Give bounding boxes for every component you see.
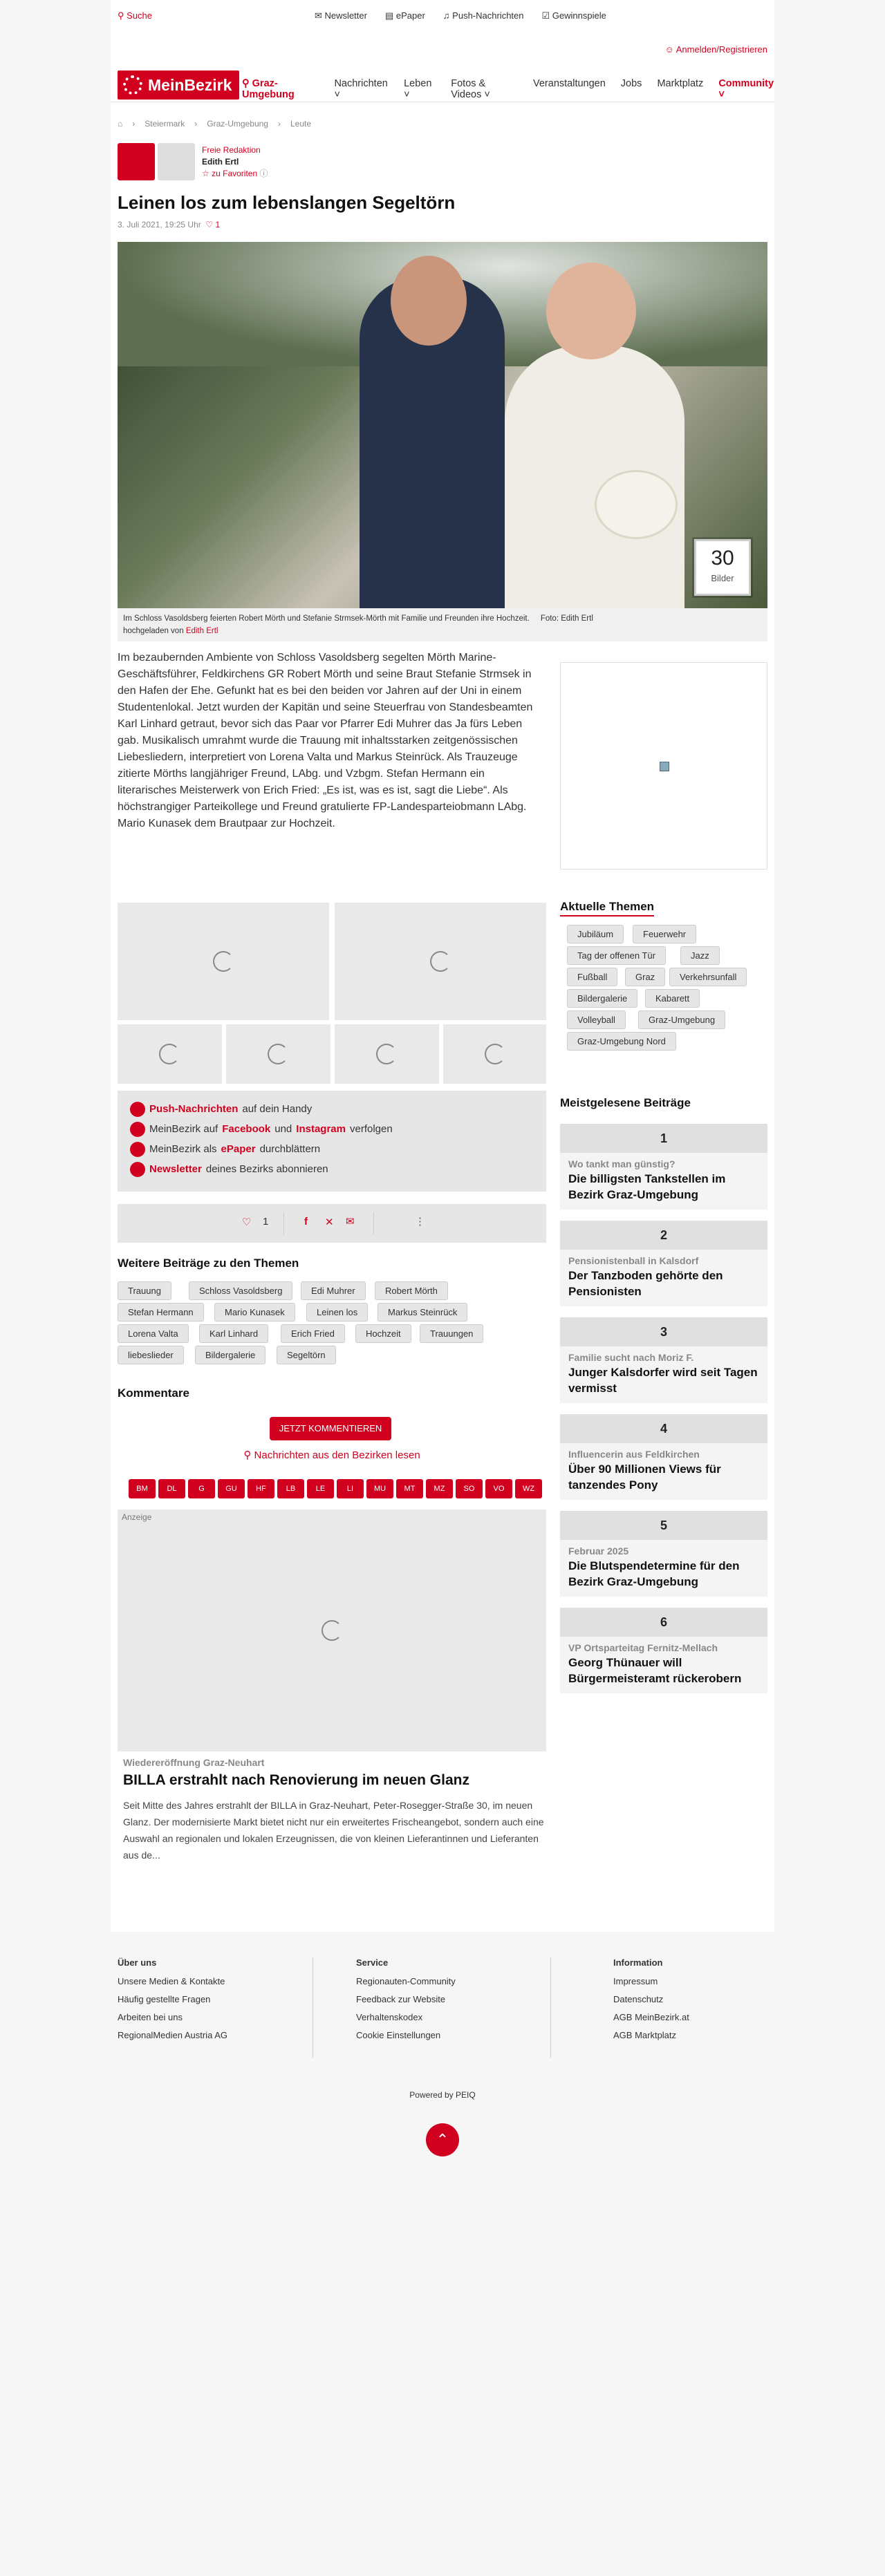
sidebar-topic-tag[interactable]: Fußball bbox=[567, 968, 617, 986]
loading-icon bbox=[159, 1044, 180, 1064]
district-button[interactable]: BM bbox=[129, 1479, 156, 1498]
footer-link[interactable]: Datenschutz bbox=[613, 1994, 664, 2004]
district-button[interactable]: SO bbox=[456, 1479, 483, 1498]
footer-link[interactable]: Unsere Medien & Kontakte bbox=[118, 1976, 225, 1986]
breadcrumb-item[interactable]: Leute bbox=[290, 119, 312, 129]
sidebar-topic-tag[interactable]: Graz-Umgebung Nord bbox=[567, 1032, 676, 1051]
most-read-kicker: Wo tankt man günstig? bbox=[568, 1158, 676, 1169]
powered-by[interactable]: Powered by PEIQ bbox=[409, 2090, 476, 2100]
most-read-title[interactable]: Die Blutspendetermine für den Bezirk Graz-Umgebung bbox=[568, 1559, 740, 1588]
login-label: Anmelden/Registrieren bbox=[676, 44, 767, 55]
footer-link[interactable]: RegionalMedien Austria AG bbox=[118, 2030, 227, 2040]
bell-icon: ♫ bbox=[442, 10, 450, 21]
promo-push-rest: auf dein Handy bbox=[242, 1103, 313, 1115]
breadcrumb-sep: › bbox=[277, 119, 281, 129]
nav-item-label: Community bbox=[718, 78, 774, 89]
photo-count-badge[interactable] bbox=[694, 539, 751, 596]
most-read-kicker: VP Ortsparteitag Fernitz-Mellach bbox=[568, 1642, 718, 1653]
topic-tag[interactable]: Robert Mörth bbox=[375, 1281, 448, 1300]
login-link[interactable] bbox=[665, 44, 767, 55]
district-button[interactable]: MT bbox=[396, 1479, 423, 1498]
promo-nl-bold: Newsletter bbox=[149, 1163, 202, 1175]
checkbox-icon: ☑ bbox=[541, 10, 550, 21]
most-read-kicker: Pensionistenball in Kalsdorf bbox=[568, 1255, 699, 1266]
teaser-title[interactable]: BILLA erstrahlt nach Renovierung im neuen Glanz bbox=[123, 1772, 469, 1788]
footer-heading: Service bbox=[356, 1957, 389, 1968]
nav-item-marktplatz[interactable]: Marktplatz bbox=[657, 78, 704, 89]
nav-item-label: Nachrichten bbox=[334, 78, 388, 89]
sidebar-topic-tag[interactable]: Jubiläum bbox=[567, 925, 624, 943]
push-link[interactable] bbox=[443, 10, 524, 21]
promo-fb-post: verfolgen bbox=[349, 1123, 393, 1135]
breadcrumb-item[interactable]: Steiermark bbox=[145, 119, 185, 129]
nav-item-veranstaltungen[interactable]: Veranstaltungen bbox=[532, 78, 606, 89]
most-read-kicker: Influencerin aus Feldkirchen bbox=[568, 1449, 700, 1460]
footer-link[interactable]: AGB MeinBezirk.at bbox=[613, 2012, 689, 2022]
logo-text: MeinBezirk bbox=[148, 76, 232, 94]
nav-item-jobs[interactable]: Jobs bbox=[620, 78, 642, 89]
uploaded-prefix: hochgeladen von bbox=[123, 627, 184, 635]
chevron-down-icon: ˅ bbox=[718, 89, 725, 100]
promo-box bbox=[118, 1091, 546, 1192]
topic-tag[interactable]: Trauung bbox=[118, 1281, 171, 1300]
loading-icon bbox=[213, 951, 234, 972]
promo-epaper[interactable] bbox=[130, 1139, 534, 1159]
sidebar-topic-tag[interactable]: Tag der offenen Tür bbox=[567, 946, 666, 965]
footer-heading: Information bbox=[613, 1957, 663, 1968]
push-label: Push-Nachrichten bbox=[452, 10, 524, 21]
most-read-item[interactable] bbox=[560, 1511, 767, 1597]
phone-icon bbox=[130, 1102, 145, 1117]
most-read-rank: 2 bbox=[560, 1221, 767, 1250]
gallery-tile[interactable] bbox=[335, 1024, 439, 1084]
top-bar bbox=[111, 0, 774, 55]
divider bbox=[373, 1212, 374, 1234]
most-read-item[interactable] bbox=[560, 1414, 767, 1500]
chevron-up-icon: ⌃ bbox=[436, 2131, 449, 2148]
breadcrumb-sep: › bbox=[194, 119, 198, 129]
gallery-tile[interactable] bbox=[443, 1024, 546, 1084]
hero-image[interactable] bbox=[118, 242, 767, 608]
article-body: Im bezaubernden Ambiente von Schloss Vasoldsberg segelten Mörth Marine-Geschäftsführer, Feldkirchens GR Robert Mörth und seine Braut Stefanie Strmsek in den Hafen der Ehe. Gefunkt hat es bei den beiden vor Jahren auf der Uni in einem Studentenlokal. Jetzt wurden der Kapitän und seine Steuerfrau von Standesbeamten Karl Linhard getraut, bevor sich das Paar vor Pfarrer Edi Muhrer das Ja fürs Leben gab. Musikalisch umrahmt wurde die Trauung mit inhaltsstarken zeitgenössischen Liebesliedern, interpretiert von Lorena Valta und Markus Steinrück. Als Trauzeuge zitierte Mörths langjähriger Freund, LAbg. und Vzbgm. Stefan Hermann ein literarisches Meisterwerk von Erich Fried: „Es ist, was es ist, sagt die Liebe“. Als höchstrangiger Parteikollege und Freund gratulierte FP-Landesparteiobmann LAbg. Mario Kunasek dem Brautpaar zur Hochzeit. bbox=[118, 652, 533, 829]
ad-label: Anzeige bbox=[122, 1512, 152, 1522]
loading-icon bbox=[322, 1620, 342, 1641]
most-read-item[interactable] bbox=[560, 1608, 767, 1693]
photo-count: 30 bbox=[711, 547, 734, 570]
x-icon[interactable]: ✕ bbox=[325, 1216, 334, 1228]
pin-icon: ⚲ bbox=[242, 78, 250, 89]
gallery-tile[interactable] bbox=[335, 903, 546, 1020]
logo-icon bbox=[123, 75, 142, 95]
epaper-link[interactable] bbox=[385, 10, 425, 21]
most-read-rank: 4 bbox=[560, 1414, 767, 1443]
footer-link[interactable]: Cookie Einstellungen bbox=[356, 2030, 441, 2040]
breadcrumb-sep: › bbox=[132, 119, 136, 129]
district-button[interactable]: WZ bbox=[515, 1479, 542, 1498]
scroll-to-top-button[interactable] bbox=[426, 2123, 459, 2156]
topic-tag[interactable]: Trauungen bbox=[420, 1324, 483, 1343]
nav-menu bbox=[242, 78, 774, 100]
most-read-rank: 5 bbox=[560, 1511, 767, 1540]
user-icon: ☺ bbox=[664, 44, 674, 55]
comments-title: Kommentare bbox=[118, 1386, 189, 1400]
nav-item-label: Leben bbox=[404, 78, 432, 89]
hero-bouquet bbox=[595, 470, 678, 539]
main-nav bbox=[111, 68, 774, 102]
most-read-rank: 6 bbox=[560, 1608, 767, 1637]
broken-image-icon bbox=[660, 762, 669, 771]
most-read-kicker: Familie sucht nach Moriz F. bbox=[568, 1352, 694, 1363]
home-icon[interactable]: ⌂ bbox=[118, 119, 123, 129]
promo-push[interactable] bbox=[130, 1099, 534, 1119]
star-icon: ☆ bbox=[202, 169, 209, 178]
sidebar-topic-tag[interactable]: Kabarett bbox=[645, 989, 700, 1008]
chevron-down-icon: ˅ bbox=[334, 89, 340, 100]
search-icon: ⚲ bbox=[118, 10, 124, 21]
topic-tag[interactable]: Karl Linhard bbox=[199, 1324, 268, 1343]
footer-divider bbox=[550, 1957, 551, 2058]
sidebar-topic-tag[interactable]: Verkehrsunfall bbox=[669, 968, 747, 986]
promo-fb-mid: und bbox=[274, 1123, 292, 1135]
most-read-rank: 3 bbox=[560, 1317, 767, 1346]
topics-title: Weitere Beiträge zu den Themen bbox=[118, 1257, 299, 1270]
most-read-item[interactable] bbox=[560, 1317, 767, 1403]
promo-ep-bold: ePaper bbox=[221, 1143, 256, 1155]
topic-tag[interactable]: Stefan Hermann bbox=[118, 1303, 204, 1322]
most-read-title[interactable]: Die billigsten Tankstellen im Bezirk Graz-Umgebung bbox=[568, 1172, 726, 1201]
topic-tag[interactable]: Edi Muhrer bbox=[301, 1281, 366, 1300]
topic-tag[interactable]: liebeslieder bbox=[118, 1346, 184, 1364]
footer-col-info bbox=[613, 1957, 765, 2048]
topic-tag[interactable]: Segeltörn bbox=[277, 1346, 336, 1364]
topic-tag[interactable]: Erich Fried bbox=[281, 1324, 345, 1343]
most-read-title[interactable]: Georg Thünauer will Bürgermeisteramt rückerobern bbox=[568, 1656, 742, 1685]
districts-link[interactable] bbox=[228, 1449, 436, 1461]
sidebar-topic-tag[interactable]: Graz bbox=[625, 968, 665, 986]
district-button[interactable]: GU bbox=[218, 1479, 245, 1498]
district-button[interactable]: LB bbox=[277, 1479, 304, 1498]
mail-icon[interactable]: ✉ bbox=[346, 1216, 355, 1228]
topic-tag[interactable]: Hochzeit bbox=[355, 1324, 411, 1343]
sidebar-topic-tag[interactable]: Jazz bbox=[680, 946, 720, 965]
sidebar-topic-tag[interactable]: Volleyball bbox=[567, 1010, 626, 1029]
most-read-kicker: Februar 2025 bbox=[568, 1545, 629, 1557]
epaper-label: ePaper bbox=[395, 10, 425, 21]
district-button[interactable]: G bbox=[188, 1479, 215, 1498]
gallery-tile[interactable] bbox=[118, 1024, 222, 1084]
heart-icon[interactable]: ♡ bbox=[205, 220, 214, 229]
nav-item-community[interactable] bbox=[718, 78, 774, 100]
avatar[interactable] bbox=[158, 143, 195, 180]
topic-tag[interactable]: Mario Kunasek bbox=[214, 1303, 295, 1322]
author-info bbox=[202, 144, 268, 180]
games-label: Gewinnspiele bbox=[552, 10, 606, 21]
share-like-count: 1 bbox=[263, 1216, 269, 1228]
mail-icon: ✉ bbox=[315, 10, 322, 21]
district-button[interactable]: DL bbox=[158, 1479, 185, 1498]
promo-push-bold: Push-Nachrichten bbox=[149, 1103, 239, 1115]
mail-icon bbox=[130, 1162, 145, 1177]
photo-count-label: Bilder bbox=[711, 573, 734, 583]
logo[interactable] bbox=[118, 70, 239, 100]
nav-item-nachrichten[interactable] bbox=[334, 78, 389, 100]
gallery-tile[interactable] bbox=[118, 903, 329, 1020]
favorites-button[interactable] bbox=[202, 168, 268, 180]
promo-fb-pre: MeinBezirk auf bbox=[149, 1123, 218, 1135]
nav-location[interactable] bbox=[242, 78, 319, 100]
footer-link[interactable]: Regionauten-Community bbox=[356, 1976, 456, 1986]
most-read-item[interactable] bbox=[560, 1124, 767, 1210]
promo-social[interactable] bbox=[130, 1119, 534, 1139]
uploaded-by-link[interactable]: Edith Ertl bbox=[185, 627, 218, 635]
footer-link[interactable]: Impressum bbox=[613, 1976, 658, 1986]
footer-link[interactable]: Verhaltenskodex bbox=[356, 2012, 423, 2022]
newsletter-link[interactable] bbox=[315, 10, 367, 21]
games-link[interactable] bbox=[542, 10, 606, 21]
footer-col-about bbox=[118, 1957, 325, 2048]
chevron-down-icon: ˅ bbox=[484, 89, 490, 100]
nav-item-fotos[interactable] bbox=[451, 78, 518, 100]
like-count: 1 bbox=[215, 220, 221, 229]
author-role: Freie Redaktion bbox=[202, 145, 261, 155]
sidebar-topics-title: Aktuelle Themen bbox=[560, 900, 654, 916]
promo-fb-bold: Facebook bbox=[222, 1123, 271, 1135]
caption-credit: Foto: Edith Ertl bbox=[540, 614, 593, 623]
author-name[interactable]: Edith Ertl bbox=[202, 157, 239, 167]
sidebar-topic-tag[interactable]: Feuerwehr bbox=[633, 925, 696, 943]
favorites-label: zu Favoriten bbox=[212, 169, 258, 178]
more-icon[interactable]: ⋮ bbox=[415, 1216, 425, 1228]
sidebar-ad[interactable] bbox=[560, 662, 767, 869]
topic-tag[interactable]: Lorena Valta bbox=[118, 1324, 189, 1343]
most-read-title[interactable]: Der Tanzboden gehörte den Pensionisten bbox=[568, 1269, 723, 1298]
search-label: Suche bbox=[127, 10, 153, 21]
loading-icon bbox=[430, 951, 451, 972]
newspaper-icon bbox=[130, 1142, 145, 1157]
top-links bbox=[315, 10, 606, 21]
page-container bbox=[111, 0, 774, 1932]
breadcrumb-item[interactable]: Graz-Umgebung bbox=[207, 119, 268, 129]
divider bbox=[283, 1212, 284, 1234]
footer-link[interactable]: Häufig gestellte Fragen bbox=[118, 1994, 211, 2004]
topic-tag[interactable]: Bildergalerie bbox=[195, 1346, 266, 1364]
district-button[interactable]: MU bbox=[366, 1479, 393, 1498]
district-button[interactable]: MZ bbox=[426, 1479, 453, 1498]
topic-tag[interactable]: Markus Steinrück bbox=[378, 1303, 467, 1322]
district-button[interactable]: LI bbox=[337, 1479, 364, 1498]
promo-ep-post: durchblättern bbox=[259, 1143, 321, 1155]
newspaper-icon: ▤ bbox=[384, 10, 394, 21]
comment-button[interactable]: JETZT KOMMENTIEREN bbox=[270, 1417, 391, 1440]
teaser-kicker: Wiedereröffnung Graz-Neuhart bbox=[123, 1757, 265, 1768]
most-read-title: Meistgelesene Beiträge bbox=[560, 1096, 691, 1109]
promo-ig-bold: Instagram bbox=[296, 1123, 346, 1135]
promo-nl-post: deines Bezirks abonnieren bbox=[205, 1163, 328, 1175]
sidebar-topic-tag[interactable]: Graz-Umgebung bbox=[638, 1010, 725, 1029]
footer-link[interactable]: AGB Marktplatz bbox=[613, 2030, 677, 2040]
promo-ep-pre: MeinBezirk als bbox=[149, 1143, 217, 1155]
footer-col-service bbox=[356, 1957, 563, 2048]
gallery-tile[interactable] bbox=[226, 1024, 330, 1084]
loading-icon bbox=[485, 1044, 505, 1064]
article-date: 3. Juli 2021, 19:25 Uhr bbox=[118, 220, 201, 229]
breadcrumb bbox=[118, 119, 311, 129]
nav-item-leben[interactable] bbox=[404, 78, 436, 100]
topic-tag[interactable]: Leinen los bbox=[306, 1303, 368, 1322]
footer-heading: Über uns bbox=[118, 1957, 157, 1968]
search-link[interactable] bbox=[118, 10, 152, 21]
district-button[interactable]: VO bbox=[485, 1479, 512, 1498]
share-bar bbox=[118, 1204, 546, 1243]
promo-newsletter[interactable] bbox=[130, 1159, 534, 1179]
newsletter-label: Newsletter bbox=[324, 10, 367, 21]
district-button[interactable]: LE bbox=[307, 1479, 334, 1498]
loading-icon bbox=[376, 1044, 397, 1064]
article-meta bbox=[118, 220, 220, 229]
hero-figure-groom-face bbox=[391, 256, 467, 346]
districts-link-label: Nachrichten aus den Bezirken lesen bbox=[254, 1449, 420, 1461]
chevron-down-icon: ˅ bbox=[404, 89, 410, 100]
facebook-icon[interactable]: f bbox=[304, 1216, 308, 1228]
teaser-text: Seit Mitte des Jahres erstrahlt der BILLA in Graz-Neuhart, Peter-Rosegger-Straße 30, im neuen Glanz. Der modernisierte Markt bietet nicht nur ein erweitertes Frischeangebot, sondern auch eine Auswahl an regionalen und lokalen Erzeugnissen, die von kleinen Lieferantinnen und Lieferanten aus de... bbox=[123, 1800, 544, 1861]
info-icon: ⓘ bbox=[259, 169, 268, 178]
footer-link[interactable]: Arbeiten bei uns bbox=[118, 2012, 183, 2022]
caption-text: Im Schloss Vasoldsberg feierten Robert Mörth und Stefanie Strmsek-Mörth mit Familie und Freunden ihre Hochzeit. bbox=[123, 614, 530, 623]
facebook-icon bbox=[130, 1122, 145, 1137]
heart-icon[interactable]: ♡ bbox=[242, 1216, 252, 1228]
ad-banner[interactable] bbox=[118, 1510, 546, 1751]
topic-tag[interactable]: Schloss Vasoldsberg bbox=[189, 1281, 292, 1300]
most-read-item[interactable] bbox=[560, 1221, 767, 1306]
most-read-title[interactable]: Über 90 Millionen Views für tanzendes Pony bbox=[568, 1463, 721, 1492]
publisher-logo[interactable] bbox=[118, 143, 155, 180]
loading-icon bbox=[268, 1044, 288, 1064]
footer-link[interactable]: Feedback zur Website bbox=[356, 1994, 446, 2004]
hero-figure-bride-face bbox=[546, 263, 636, 359]
page-title: Leinen los zum lebenslangen Segeltörn bbox=[118, 192, 456, 213]
nav-item-label: Fotos & Videos bbox=[451, 78, 486, 100]
district-button[interactable]: HF bbox=[248, 1479, 274, 1498]
most-read-rank: 1 bbox=[560, 1124, 767, 1153]
pin-icon: ⚲ bbox=[243, 1449, 252, 1461]
image-caption bbox=[118, 608, 767, 641]
sidebar-topic-tag[interactable]: Bildergalerie bbox=[567, 989, 637, 1008]
most-read-title[interactable]: Junger Kalsdorfer wird seit Tagen vermisst bbox=[568, 1366, 758, 1395]
nav-location-label: Graz-Umgebung bbox=[242, 78, 295, 100]
